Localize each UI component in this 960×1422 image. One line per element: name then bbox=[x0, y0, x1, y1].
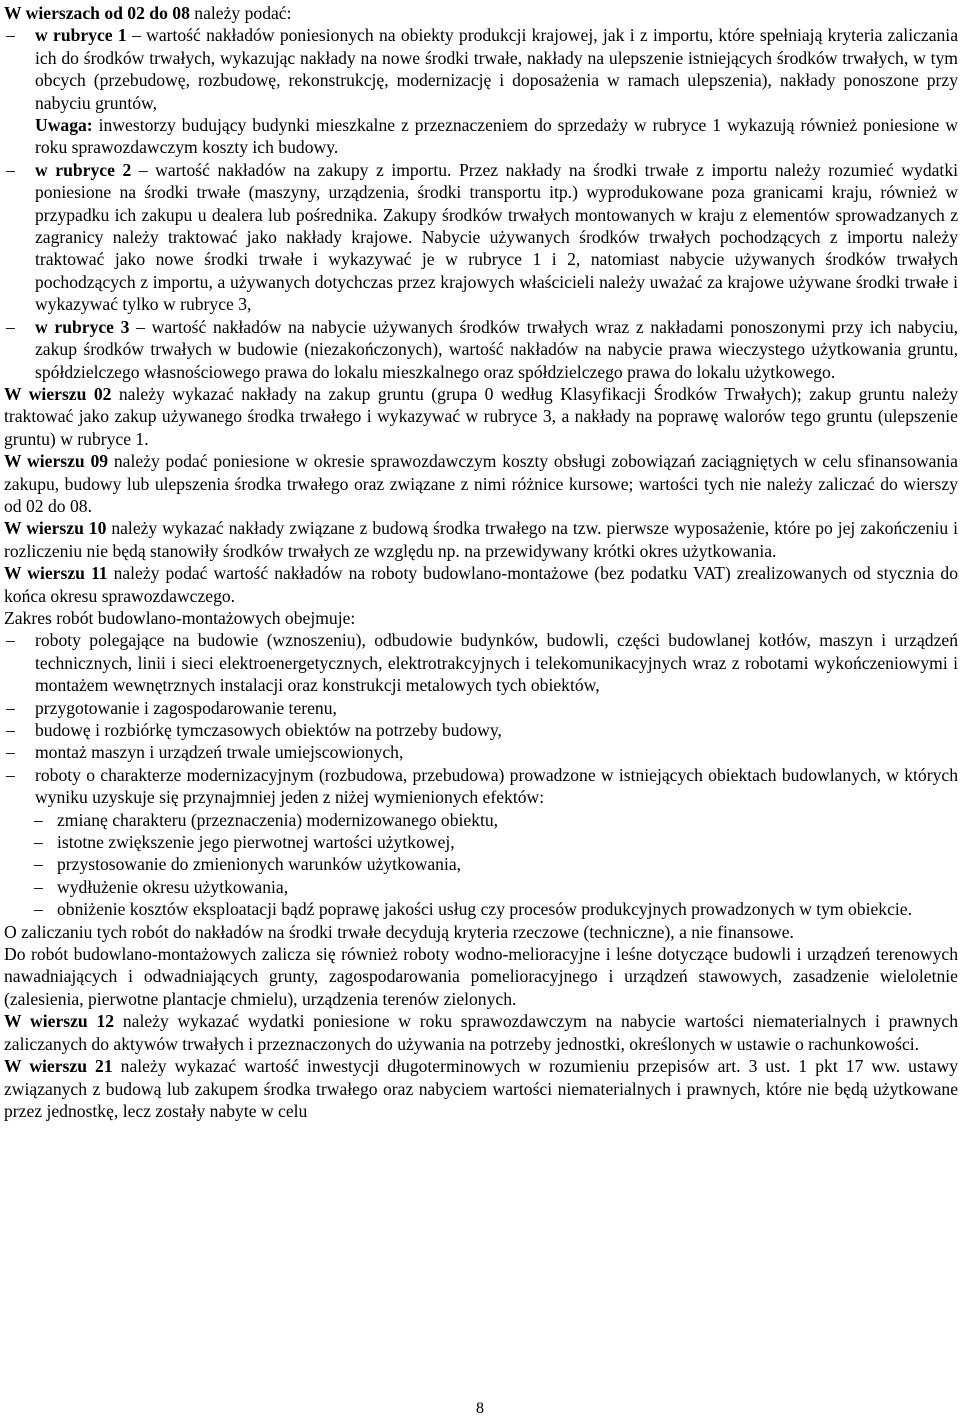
scope-heading: Zakres robót budowlano-montażowych obejmuje: bbox=[4, 607, 356, 628]
para-bold: W wierszu 11 bbox=[4, 563, 108, 584]
paragraph-wiersz-12 bbox=[4, 1010, 958, 1055]
item-bold: w rubryce 3 bbox=[35, 316, 130, 337]
scope-subitem: – przystosowanie do zmienionych warunków użytkowania, bbox=[4, 853, 958, 875]
paragraph-hydro: Do robót budowlano-montażowych zalicza się również roboty wodno-melioracyjne i leśne dotyczące budowli i urządzeń terenowych nawadniających i odwadniających grunty, zagospodarowania pomelioracyjnego i urządzeń stawowych, zasadzenie wieloletnie (zalesienia, pierwotne plantacje chmielu), urządzenia terenów zielonych. bbox=[4, 944, 958, 1009]
para-text: należy podać wartość nakładów na roboty budowlano-montażowe (bez podatku VAT) zrealizowanych od stycznia do końca okresu sprawozdawczego. bbox=[4, 563, 958, 606]
para-text: należy wykazać nakłady związane z budową środka trwałego na tzw. pierwsze wyposażenie, które po jej zakończeniu i rozliczeniu nie będą stanowiły środków trwałych ze względu np. na przewidywany krótki okres użytkowania. bbox=[4, 518, 958, 561]
para-text: należy wykazać wydatki poniesione w roku sprawozdawczym na nabycie wartości niematerialnych i prawnych zaliczanych do aktywów trwałych i przeznaczonych do używania na potrzeby jednostki, określonych w ustawie o rachunkowości. bbox=[4, 1011, 958, 1054]
item-text: – wartość nakładów na nabycie używanych środków trwałych wraz z nakładami ponoszonymi przy ich nabyciu, zakup środków trwałych w budowie (niezakończonych), wartość nakładów na nabycie prawa wieczystego użytkowania gruntu, spółdzielczego własnościowego prawa do lokalu mieszkalnego oraz spółdzielczego prawa do lokalu użytkowego. bbox=[35, 316, 959, 382]
intro-bold: W wierszach od 02 do 08 bbox=[4, 3, 190, 23]
scope-subitem: – wydłużenie okresu użytkowania, bbox=[4, 876, 958, 898]
list-item-rubryka-3 bbox=[4, 316, 958, 383]
paragraph-wiersz-02 bbox=[4, 383, 958, 450]
para-text: należy wykazać nakłady na zakup gruntu (grupa 0 według Klasyfikacji Środków Trwałych); zakup gruntu należy traktować jako zakup używanego środka trwałego i wykazywać w rubryce 3, a nakłady na poprawę walorów tego gruntu (ulepszenie gruntu) w rubryce 1. bbox=[4, 383, 959, 449]
para-text: należy wykazać wartość inwestycji długoterminowych w rozumieniu przepisów art. 3 ust. 1 pkt 17 ww. ustawy związanych z budową lub zakupem środka trwałego oraz nabyciem wartości niematerialnych i prawnych, które nie będą użytkowane przez jednostkę, lecz zostały nabyte w celu bbox=[4, 1056, 958, 1121]
item-bold: w rubryce 1 bbox=[35, 25, 127, 46]
paragraph-wiersz-21 bbox=[4, 1055, 958, 1122]
paragraph-wiersz-10 bbox=[4, 517, 958, 562]
paragraph-wiersz-09 bbox=[4, 450, 958, 517]
item-text: – wartość nakładów poniesionych na obiekty produkcji krajowej, jak i z importu, które spełniają kryteria zaliczania ich do środków trwałych, wykazując nakłady na nowe środki trwałe, nakłady na ulepszenie istniejących środków trwałych, w tym obcych (przebudowę, rozbudowę, rekonstrukcję, modernizację i doposażenia w ramach ulepszenia), nakłady ponoszone przy nabyciu gruntów, bbox=[35, 25, 958, 113]
para-bold: W wierszu 02 bbox=[4, 383, 112, 404]
scope-subitem: – zmianę charakteru (przeznaczenia) modernizowanego obiektu, bbox=[4, 809, 958, 831]
page-number: 8 bbox=[476, 1400, 484, 1417]
para-text: należy podać poniesione w okresie sprawozdawczym koszty obsługi zobowiązań zaciągniętych w celu sfinansowania zakupu, budowy lub ulepszenia środka trwałego oraz związane z nimi różnice kursowe; wartości tych nie należy zaliczać do wierszy od 02 do 08. bbox=[4, 451, 958, 516]
paragraph-decision: O zaliczaniu tych robót do nakładów na środki trwałe decydują kryteria rzeczowe (techniczne), a nie finansowe. bbox=[4, 921, 794, 942]
para-bold: W wierszu 09 bbox=[4, 451, 109, 472]
item-bold: w rubryce 2 bbox=[35, 159, 132, 180]
scope-item: – przygotowanie i zagospodarowanie terenu, bbox=[4, 697, 958, 719]
scope-subitem: – istotne zwiększenie jego pierwotnej wartości użytkowej, bbox=[4, 831, 958, 853]
scope-item: – budowę i rozbiórkę tymczasowych obiektów na potrzeby budowy, bbox=[4, 719, 958, 741]
scope-subitem: – obniżenie kosztów eksploatacji bądź poprawę jakości usług czy procesów produkcyjnych prowadzonych w tym obiekcie. bbox=[4, 898, 958, 920]
scope-item: – montaż maszyn i urządzeń trwale umiejscowionych, bbox=[4, 741, 958, 763]
list-item-rubryka-2 bbox=[4, 159, 958, 316]
para-bold: W wierszu 10 bbox=[4, 518, 107, 539]
scope-item: – roboty polegające na budowie (wznoszeniu), odbudowie budynków, budowli, części budowlanej kotłów, maszyn i urządzeń technicznych, linii i sieci elektroenergetycznych, elektrotrakcyjnych i telekomunikacyjnych wraz z robotami wykończeniowymi i montażem wewnętrznych instalacji oraz konstrukcji metalowych tych obiektów, bbox=[4, 629, 958, 696]
note-text: inwestorzy budujący budynki mieszkalne z przeznaczeniem do sprzedaży w rubryce 1 wykazują również poniesione w roku sprawozdawczym koszty ich budowy. bbox=[35, 115, 958, 158]
item-text: – wartość nakładów na zakupy z importu. Przez nakłady na środki trwałe z importu należy rozumieć wydatki poniesione na środki trwałe (maszyny, urządzenia, środki transportu itp.) wyprodukowane poza granicami kraju, również w przypadku ich zakupu u dealera lub pośrednika. Zakupy środków trwałych montowanych w kraju z elementów sprowadzanych z zagranicy należy traktować jako nakłady krajowe. Nabycie używanych środków trwałych pochodzących z importu należy traktować jako nowe środki trwałe i wykazywać je w rubryce 1 i 2, natomiast nabycie używanych środków trwałych pochodzących z importu, a używanych dotychczas przez krajowych właścicieli należy uważać za krajowe używane środki trwałe i wykazywać tylko w rubryce 3, bbox=[35, 159, 959, 315]
paragraph-wiersz-11 bbox=[4, 562, 958, 607]
scope-item: – roboty o charakterze modernizacyjnym (rozbudowa, przebudowa) prowadzone w istniejących obiektach budowlanych, w których wyniku uzyskuje się przynajmniej jeden z niżej wymienionych efektów: bbox=[4, 764, 958, 809]
note-label: Uwaga: bbox=[35, 115, 93, 136]
intro-text: należy podać: bbox=[189, 3, 292, 23]
list-item-rubryka-1 bbox=[4, 24, 958, 158]
para-bold: W wierszu 12 bbox=[4, 1011, 115, 1032]
para-bold: W wierszu 21 bbox=[4, 1056, 113, 1077]
intro-paragraph bbox=[4, 2, 958, 24]
